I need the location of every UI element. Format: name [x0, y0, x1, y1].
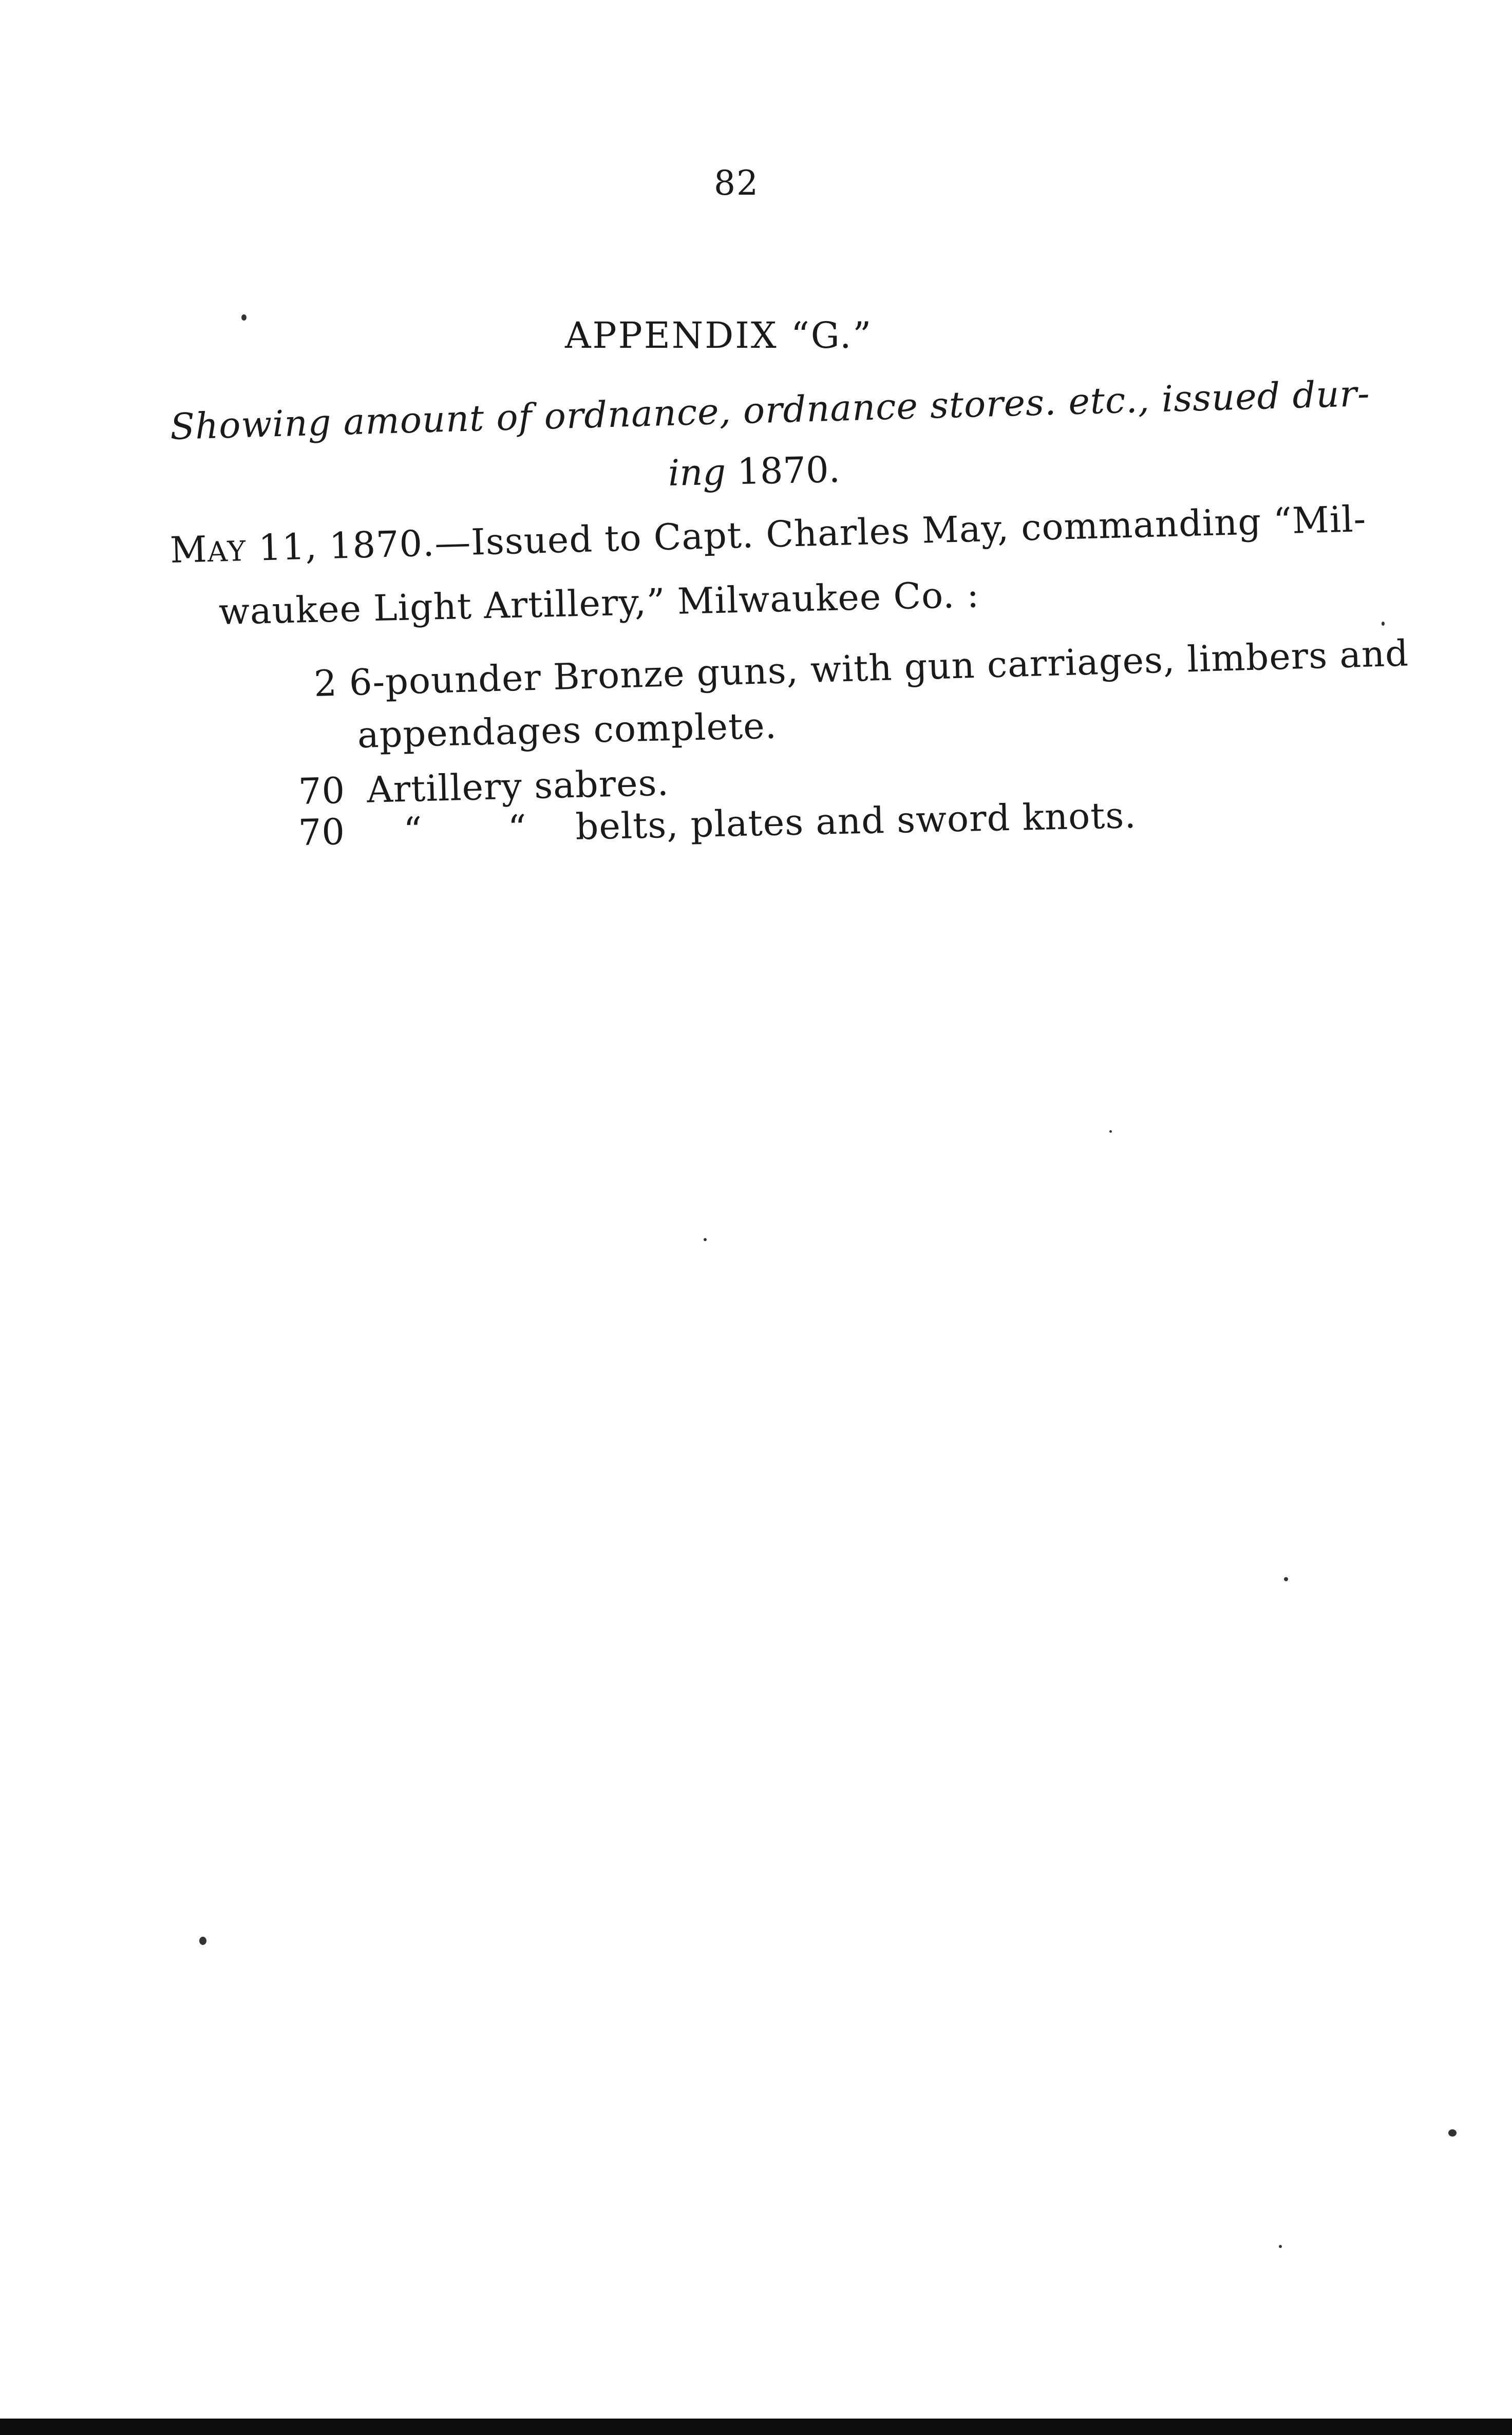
item-quantity: 70 [298, 769, 346, 813]
entry-month-initial: M [169, 528, 208, 571]
item-quantity: 70 [298, 811, 346, 854]
scan-speck [241, 314, 247, 321]
item-quantity: 2 [313, 662, 338, 705]
entry-date-line [169, 498, 1367, 571]
item-description: Artillery sabres. [366, 761, 670, 811]
scan-speck [1448, 2129, 1457, 2137]
scan-speck [1279, 2245, 1282, 2248]
item-description: belts, plates and sword knots. [575, 794, 1137, 848]
scan-speck [1284, 1577, 1288, 1581]
subtitle-year: 1870. [736, 448, 841, 493]
scan-speck [704, 1238, 707, 1241]
entry-month-rest: AY [207, 535, 248, 569]
entry-text: 11, 1870.—Issued to Capt. Charles May, commanding “Mil- [246, 498, 1367, 570]
item-description-continuation: appendages complete. [357, 704, 778, 756]
subtitle-line-2 [668, 448, 841, 494]
subtitle-line-1: Showing amount of ordnance, ordnance stores. etc., issued dur- [169, 372, 1371, 448]
page-number: 82 [714, 163, 759, 203]
scan-bottom-edge [0, 2419, 1512, 2435]
entry-continuation: waukee Light Artillery,” Milwaukee Co. : [218, 573, 980, 633]
scan-speck [1382, 622, 1385, 626]
scan-speck [199, 1937, 206, 1945]
scan-speck [1109, 1130, 1112, 1133]
subtitle-continuation: ing [668, 451, 726, 494]
ditto-mark: “ [403, 809, 423, 852]
appendix-title: APPENDIX “G.” [565, 314, 873, 357]
item-description: 6-pounder Bronze guns, with gun carriages, limbers and [348, 632, 1409, 704]
item-row [313, 632, 1409, 705]
ditto-mark: “ [507, 807, 527, 850]
